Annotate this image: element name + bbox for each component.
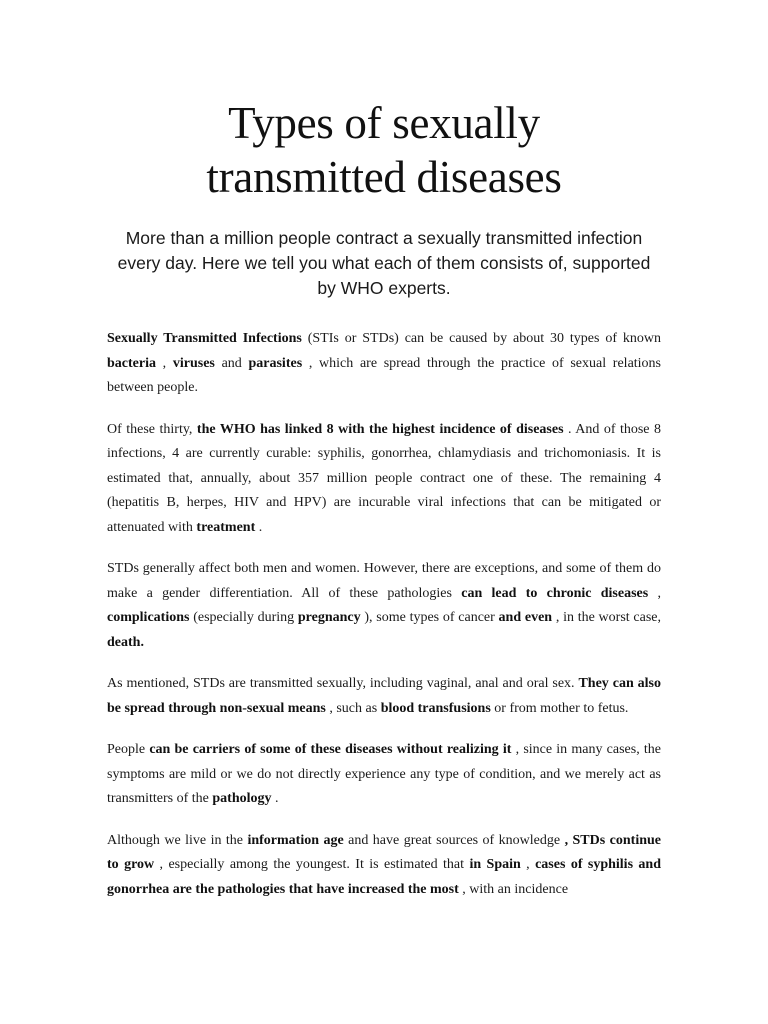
text: Of these thirty, bbox=[107, 421, 197, 437]
text: , in the worst case, bbox=[552, 610, 661, 625]
bold-text: and even bbox=[498, 610, 553, 625]
paragraph-1 bbox=[107, 327, 661, 401]
text: , which are spread through the practice of sexual relations between people. bbox=[107, 355, 662, 395]
bold-text: complications bbox=[107, 610, 190, 625]
text: . And of those 8 infections, 4 are currently curable: syphilis, gonorrhea, chlamydiasis and trichomoniasis. It is estimated that, annually, about 357 million people contract one of these. The remaining 4 (hepatitis B, herpes, HIV and HPV) are incurable viral infections that can be mitigated or attenuated with bbox=[107, 421, 661, 535]
bold-text: pregnancy bbox=[297, 610, 361, 625]
text: , such as bbox=[325, 700, 381, 716]
text: or from mother to fetus. bbox=[490, 700, 629, 716]
bold-text: They can also be spread through non-sexual means bbox=[107, 676, 661, 716]
paragraph-6 bbox=[107, 829, 661, 903]
text: and bbox=[214, 355, 249, 371]
subtitle: More than a million people contract a sexually transmitted infection every day. Here we tell you what each of them consists of, supported by WHO experts. bbox=[117, 228, 651, 298]
paragraph-3 bbox=[107, 557, 661, 655]
text: People bbox=[107, 742, 150, 757]
bold-text: pathology bbox=[212, 791, 272, 806]
bold-text: parasites bbox=[248, 355, 303, 371]
document-page bbox=[107, 0, 661, 902]
bold-text: Sexually Transmitted Infections bbox=[107, 331, 302, 346]
paragraph-4 bbox=[107, 672, 661, 721]
text: . bbox=[255, 519, 263, 535]
text: Although we live in the bbox=[107, 832, 248, 848]
paragraph-5 bbox=[107, 738, 661, 812]
paragraph-2 bbox=[107, 418, 661, 541]
text: (especially during bbox=[189, 610, 298, 625]
text: and have great sources of knowledge bbox=[343, 832, 565, 848]
text: As mentioned, STDs are transmitted sexually, including vaginal, anal and oral sex. bbox=[107, 676, 579, 691]
bold-text: can be carriers of some of these diseases without realizing it bbox=[149, 742, 512, 757]
text: , bbox=[648, 585, 661, 601]
bold-text: blood transfusions bbox=[380, 700, 491, 716]
text: (STIs or STDs) can be caused by about 30 types of known bbox=[301, 331, 661, 346]
text: , since in many cases, the symptoms are mild or we do not directly experience any type of condition, and we merely act as transmitters of the bbox=[107, 742, 662, 806]
text: , bbox=[520, 857, 536, 872]
bold-text: the WHO has linked 8 with the highest incidence of diseases bbox=[196, 421, 564, 437]
bold-text: viruses bbox=[172, 355, 215, 371]
bold-text: in Spain bbox=[469, 857, 521, 872]
bold-text: cases of syphilis and gonorrhea are the pathologies that have increased the most bbox=[107, 857, 662, 897]
bold-text: information age bbox=[247, 832, 344, 848]
text: , especially among the youngest. It is estimated that bbox=[154, 857, 470, 872]
bold-text: death. bbox=[107, 634, 144, 650]
text: . bbox=[271, 791, 279, 806]
text: , with an incidence bbox=[458, 881, 569, 897]
text: ), some types of cancer bbox=[360, 610, 499, 625]
bold-text: , STDs continue to grow bbox=[107, 832, 661, 872]
bold-text: treatment bbox=[196, 519, 256, 535]
page-title bbox=[107, 96, 661, 204]
title-line-2: transmitted diseases bbox=[206, 152, 562, 202]
bold-text: bacteria bbox=[107, 355, 156, 371]
title-line-1: Types of sexually bbox=[228, 98, 540, 148]
bold-text: can lead to chronic diseases bbox=[461, 585, 649, 601]
text: , bbox=[155, 355, 173, 371]
text: STDs generally affect both men and women. However, there are exceptions, and some of them do make a gender differentiation. All of these pathologies bbox=[107, 561, 661, 601]
